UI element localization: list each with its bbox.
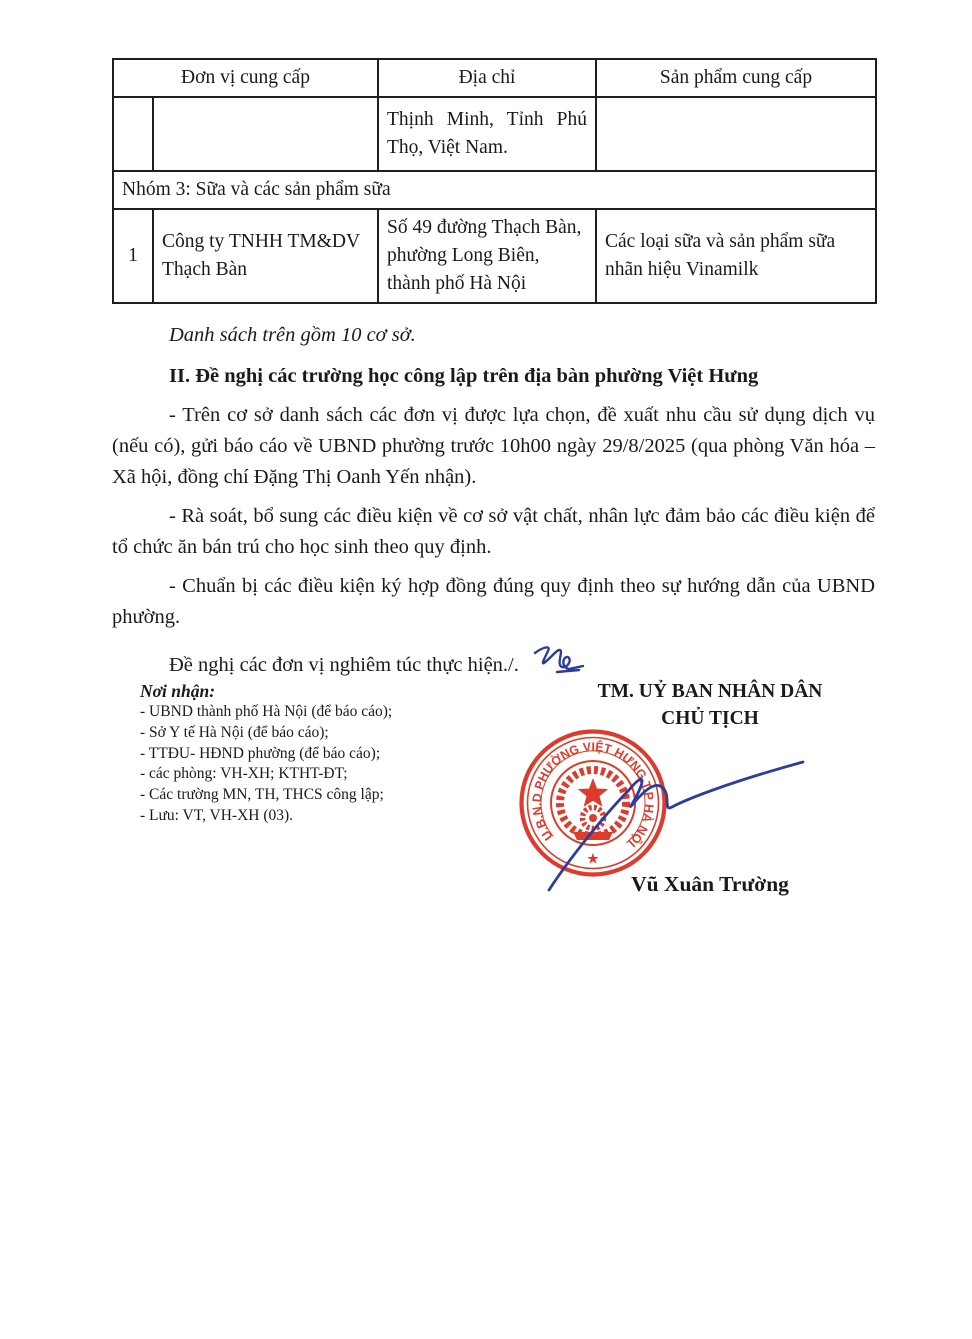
section-heading: II. Đề nghị các trường học công lập trên địa bàn phường Việt Hưng (169, 365, 759, 387)
recipient-item: - Các trường MN, TH, THCS công lập; (140, 786, 384, 804)
stamp-star: ★ (587, 851, 599, 866)
table-group-row (113, 171, 876, 209)
paragraph: - Chuẩn bị các điều kiện ký hợp đồng đúng quy định theo sự hướng dẫn của UBND phường. (112, 575, 875, 628)
col-header-address: Địa chỉ (378, 59, 596, 97)
paragraph: - Rà soát, bổ sung các điều kiện về cơ sở vật chất, nhân lực đảm bảo các điều kiện để tổ chức ăn bán trú cho học sinh theo quy định. (112, 505, 875, 558)
paragraph: - Trên cơ sở danh sách các đơn vị được lựa chọn, đề xuất nhu cầu sử dụng dịch vụ (nếu có), gửi báo cáo về UBND phường trước 10h00 ngày 29/8/2025 (qua phòng Văn hóa – Xã hội, đồng chí Đặng Thị Oanh Yến nhận). (112, 404, 875, 488)
recipient-item: - các phòng: VH-XH; KTHT-ĐT; (140, 765, 348, 783)
position-line: CHỦ TỊCH (661, 708, 759, 729)
cell-product: Các loại sữa và sản phẩm sữa nhãn hiệu Vinamilk (596, 209, 876, 303)
cell-no: 1 (113, 209, 153, 303)
table-row (113, 209, 876, 303)
closing-line (112, 641, 875, 681)
cell-no (113, 97, 153, 171)
initials-paraph-mark (527, 641, 589, 679)
col-header-supplier: Đơn vị cung cấp (113, 59, 378, 97)
cell-supplier: Công ty TNHH TM&DV Thạch Bàn (153, 209, 378, 303)
closing-text: Đề nghị các đơn vị nghiêm túc thực hiện./. (169, 654, 519, 676)
recipient-item: - UBND thành phố Hà Nội (để báo cáo); (140, 703, 393, 720)
signing-block (535, 678, 885, 732)
cell-supplier (153, 97, 378, 171)
table-header-row (113, 59, 876, 97)
group-header: Nhóm 3: Sữa và các sản phẩm sữa (113, 171, 876, 209)
stamp-ring-text: U.B.N.D PHƯỜNG VIỆT HƯNG T.P HÀ NỘI (529, 739, 657, 850)
authority-line: TM. UỶ BAN NHÂN DÂN (597, 681, 823, 702)
summary-note: Danh sách trên gồm 10 cơ sở. (169, 324, 416, 346)
recipients-block (140, 680, 480, 827)
recipient-item: - Sở Y tế Hà Nội (để báo cáo); (140, 723, 329, 741)
document-content (112, 58, 875, 681)
signer-name: Vũ Xuân Trường (631, 872, 789, 896)
cell-product (596, 97, 876, 171)
table-row-carryover (113, 97, 876, 171)
supplier-table (112, 58, 877, 304)
cell-address: Số 49 đường Thạch Bàn, phường Long Biên, thành phố Hà Nội (378, 209, 596, 303)
recipient-item: - Lưu: VT, VH-XH (03). (140, 806, 294, 824)
recipients-title: Nơi nhận: (140, 681, 216, 701)
col-header-product: Sản phẩm cung cấp (596, 59, 876, 97)
cell-address-continued: Thịnh Minh, Tỉnh Phú Thọ, Việt Nam. (378, 97, 596, 171)
recipient-item: - TTĐU- HĐND phường (để báo cáo); (140, 744, 381, 762)
